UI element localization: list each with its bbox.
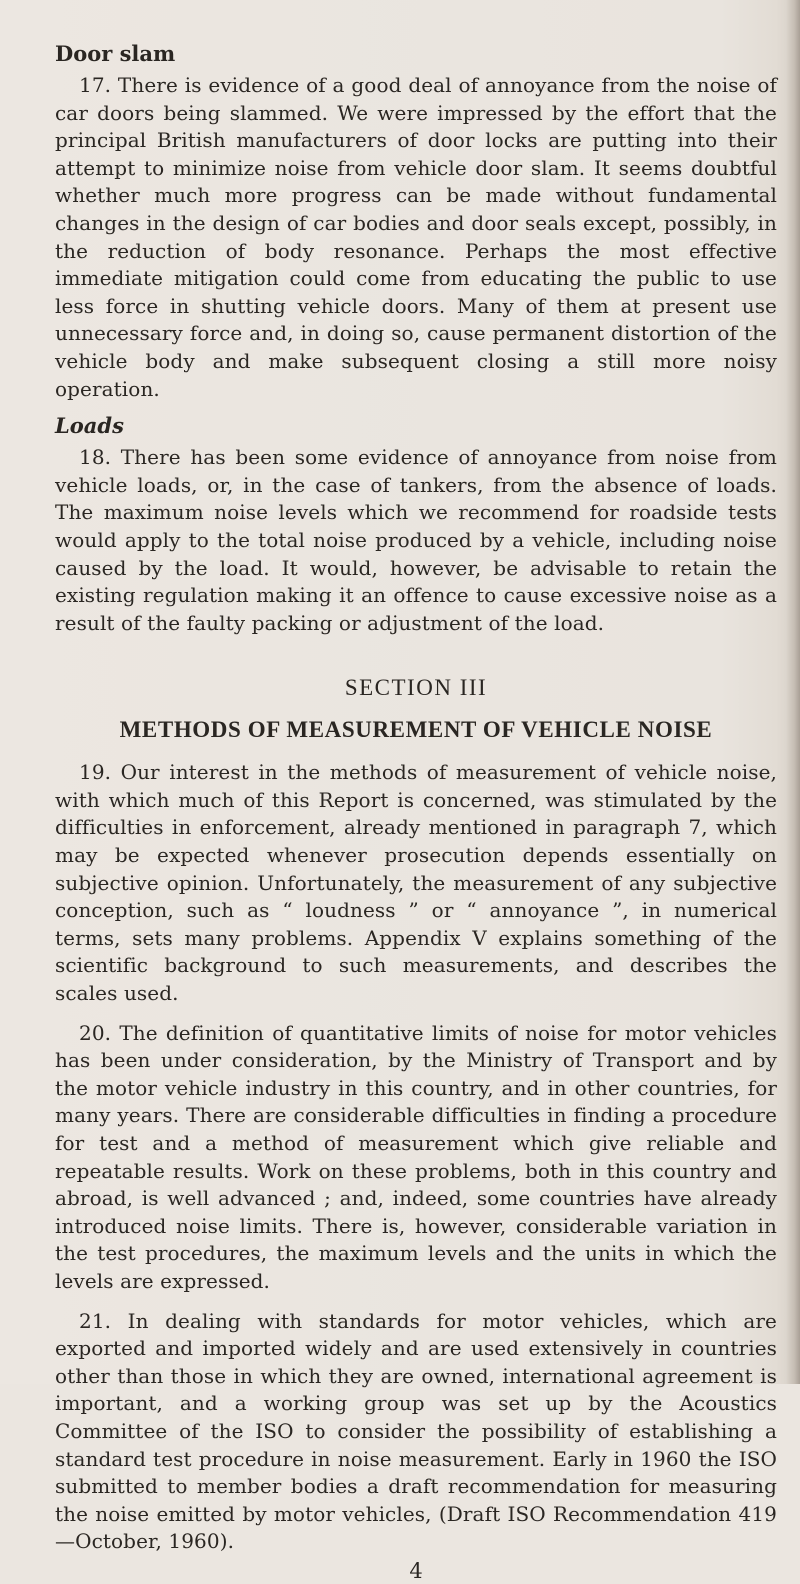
page-edge-shadow [786, 0, 800, 1384]
paragraph-21: 21. In dealing with standards for motor vehicles, which are exported and imported widely and are used extensively in countries other than those in which they are owned, international agreement is important, and a working group was set up by the Acoustics Committee of the ISO to consider the possibility of establishing a standard test procedure in noise measurement. Early in 1960 the ISO submitted to member bodies a draft recommendation for measuring the noise emitted by motor vehicles, (Draft ISO Recommendation 419—October, 1960). [55, 1308, 777, 1554]
page-content [55, 40, 777, 1584]
paragraph-17: 17. There is evidence of a good deal of annoyance from the noise of car doors being slammed. We were impressed by the effort that the principal British manufacturers of door locks are putting into their attempt to minimize noise from vehicle door slam. It seems doubtful whether much more progress can be made without fundamental changes in the design of car bodies and door seals except, possibly, in the reduction of body resonance. Perhaps the most effective immediate mitigation could come from educating the public to use less force in shutting vehicle doors. Many of them at present use unnecessary force and, in doing so, cause permanent distortion of the vehicle body and make subsequent closing a still more noisy operation. [55, 73, 777, 401]
section-title: SECTION III [344, 675, 488, 701]
loads-heading: Loads [55, 413, 124, 439]
section-subtitle: METHODS OF MEASUREMENT OF VEHICLE NOISE [119, 717, 713, 743]
paragraph-20: 20. The definition of quantitative limits of noise for motor vehicles has been under consideration, by the Ministry of Transport and by the motor vehicle industry in this country, and in other countries, for many years. There are considerable difficulties in finding a procedure for test and a method of measurement which give reliable and repeatable results. Work on these problems, both in this country and abroad, is well advanced ; and, indeed, some countries have already introduced noise limits. There is, however, considerable variation in the test procedures, the maximum levels and the units in which the levels are expressed. [55, 1020, 777, 1293]
paragraph-19: 19. Our interest in the methods of measurement of vehicle noise, with which much of this Report is concerned, was stimulated by the difficulties in enforcement, already mentioned in paragraph 7, which may be expected whenever prosecution depends essentially on subjective opinion. Unfortunately, the measurement of any subjective conception, such as “ loudness ” or “ annoyance ”, in numerical terms, sets many problems. Appendix V explains something of the scientific background to such measurements, and describes the scales used. [55, 760, 777, 1006]
page-number: 4 [409, 1558, 423, 1583]
paragraph-18: 18. There has been some evidence of annoyance from noise from vehicle loads, or, in the case of tankers, from the absence of loads. The maximum noise levels which we recommend for roadside tests would apply to the total noise produced by a vehicle, including noise caused by the load. It would, however, be advisable to retain the existing regulation making it an offence to cause excessive noise as a result of the faulty packing or adjustment of the load. [55, 445, 777, 635]
door-slam-heading: Door slam [55, 41, 176, 66]
